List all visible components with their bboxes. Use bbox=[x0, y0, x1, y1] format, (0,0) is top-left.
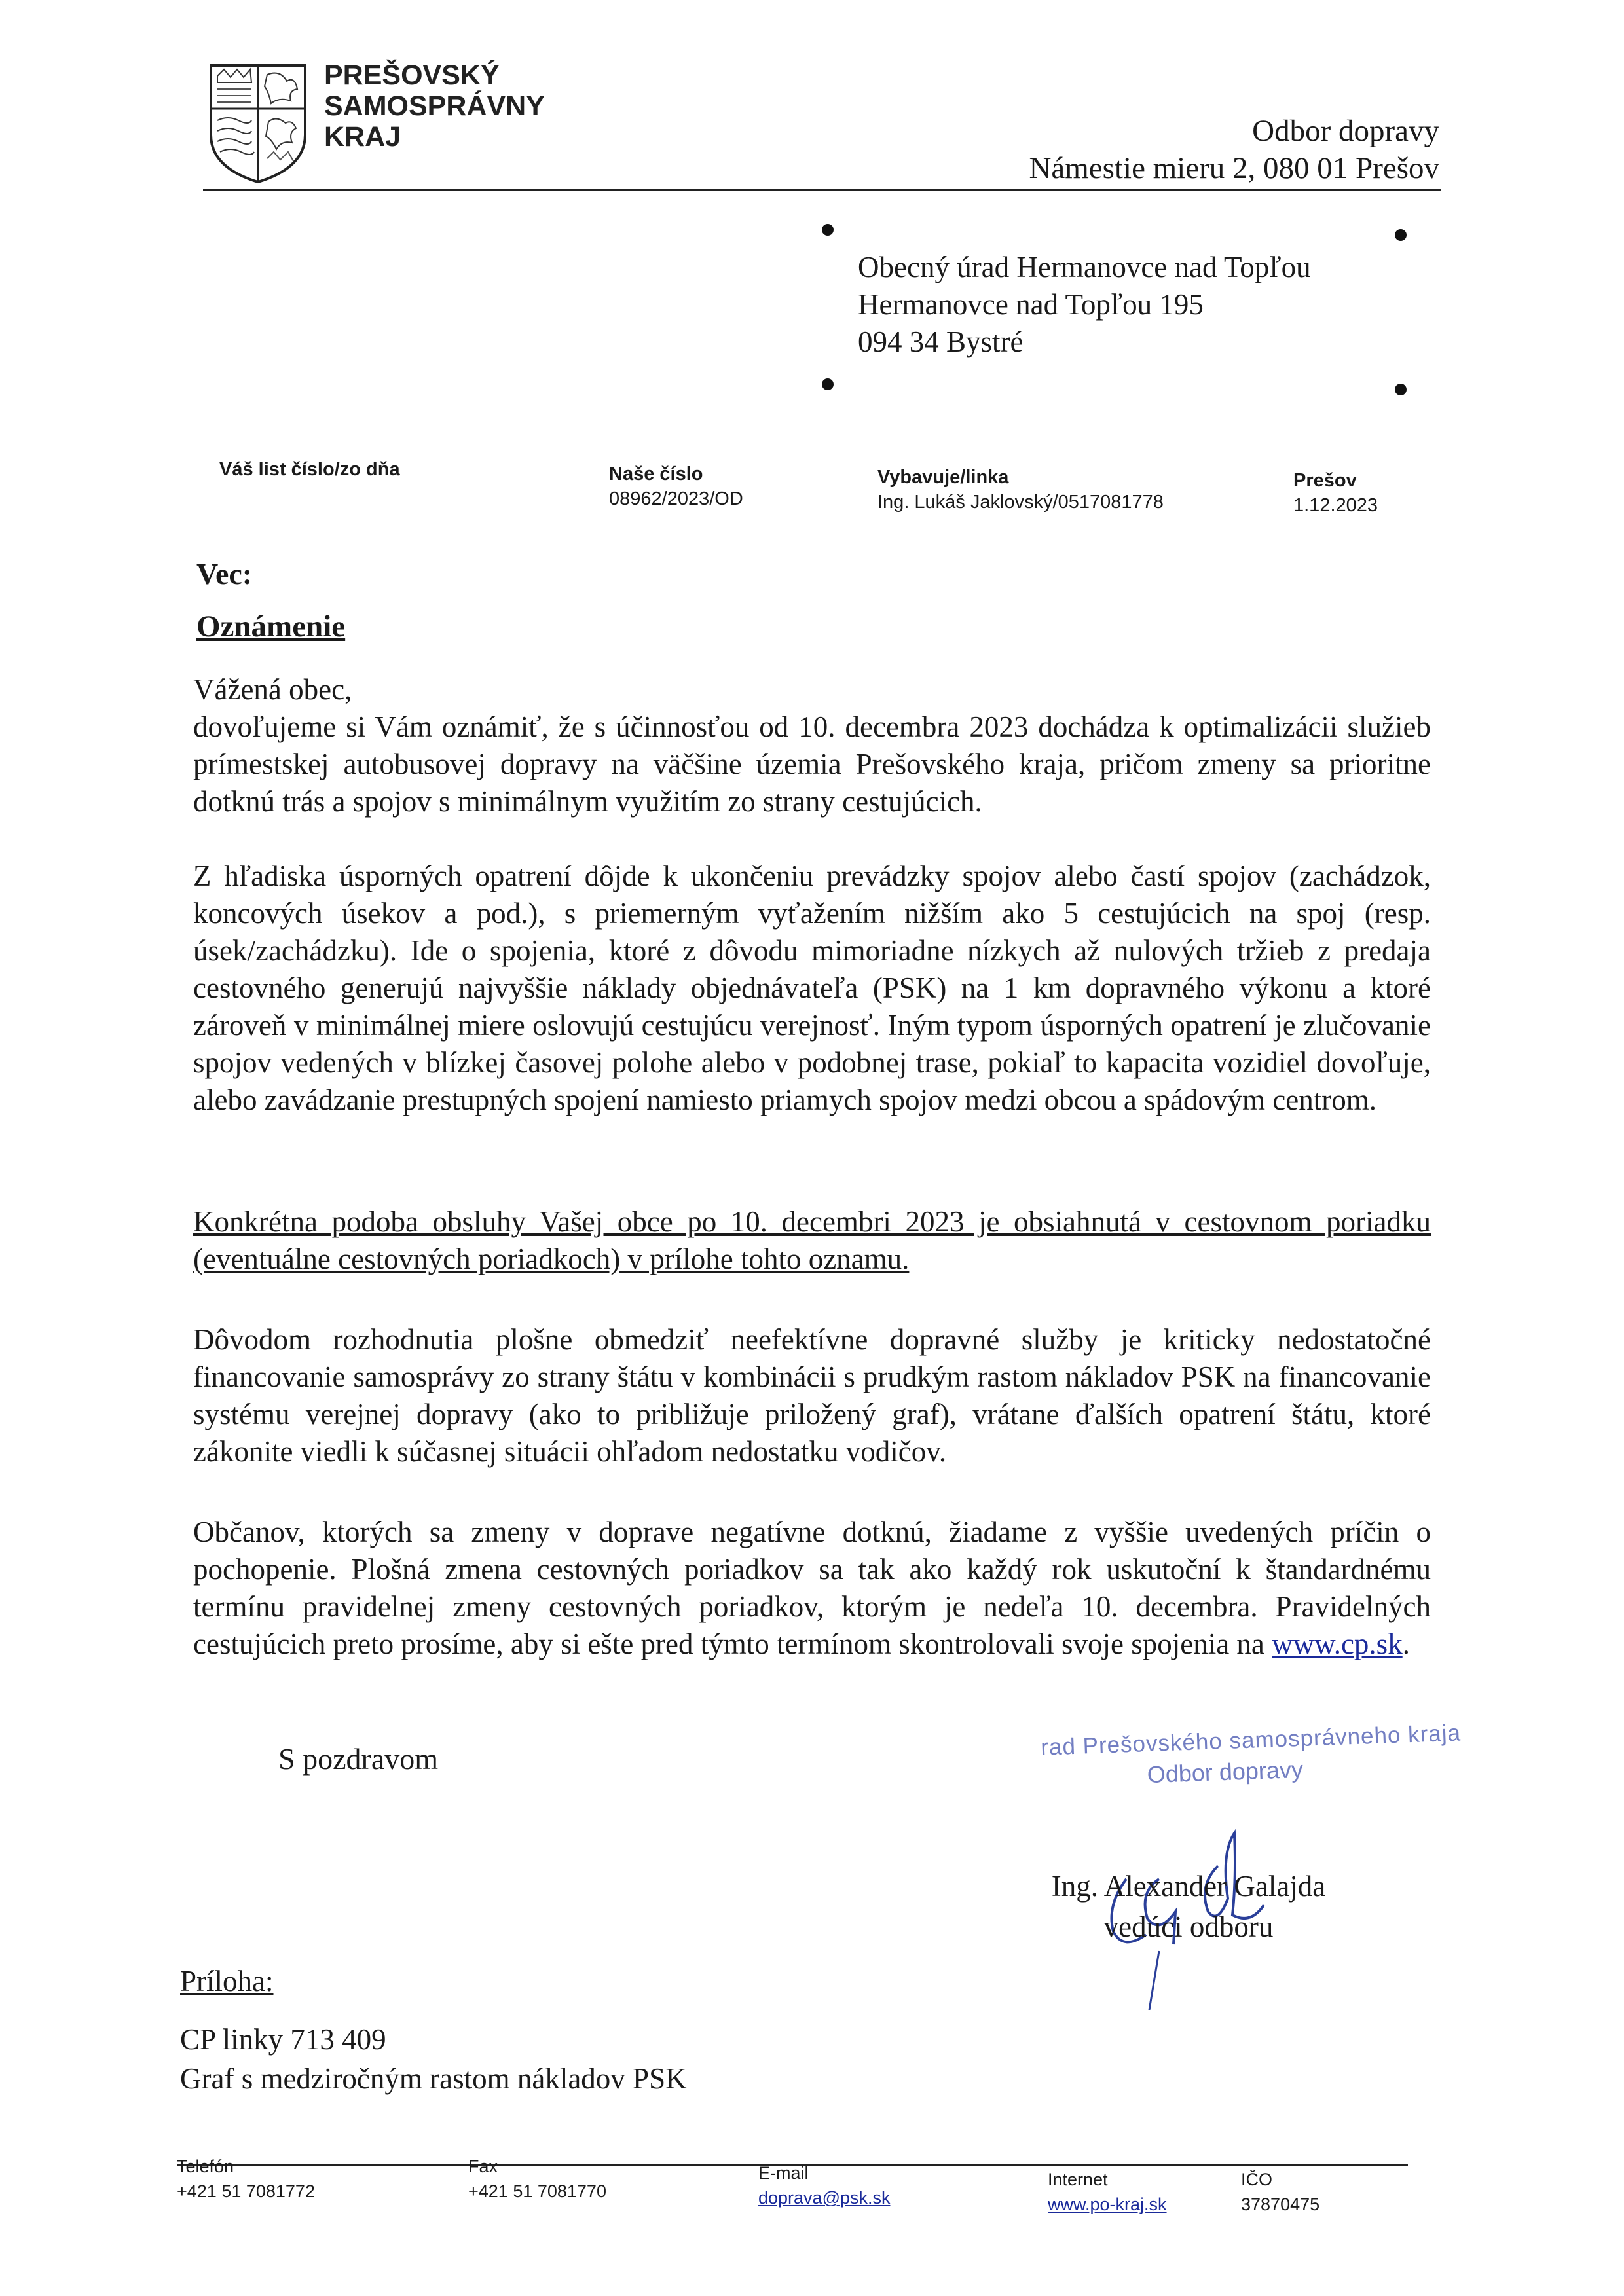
coat-of-arms-logo bbox=[208, 63, 308, 185]
signer-title: vedúci odboru bbox=[1103, 1910, 1274, 1943]
footer-value: +421 51 7081770 bbox=[468, 2181, 606, 2201]
ref-your-letter bbox=[219, 457, 400, 482]
ref-label: Naše číslo bbox=[609, 464, 703, 484]
ref-label: Vybavuje/linka bbox=[877, 467, 1009, 488]
recipient-line: 094 34 Bystré bbox=[858, 325, 1024, 358]
attachments-list bbox=[180, 2020, 687, 2098]
footer-fax bbox=[468, 2154, 606, 2204]
signer-name: Ing. Alexander Galajda bbox=[1051, 1870, 1326, 1903]
footer-ico bbox=[1241, 2167, 1320, 2217]
footer-email bbox=[758, 2160, 891, 2210]
ref-our-number bbox=[609, 462, 743, 511]
footer-label: Fax bbox=[468, 2157, 498, 2176]
header-divider bbox=[203, 189, 1441, 191]
subject-title: Oznámenie bbox=[196, 610, 346, 644]
attachment-item: Graf s medziročným rastom nákladov PSK bbox=[180, 2062, 687, 2095]
attachments-label: Príloha: bbox=[180, 1965, 274, 1997]
ref-handled-by bbox=[877, 465, 1164, 515]
signer-block bbox=[1035, 1866, 1342, 1947]
window-mark bbox=[1395, 384, 1407, 395]
body-paragraph-3: Konkrétna podoba obsluhy Vašej obce po 10. decembri 2023 je obsiahnutá v cestovnom poriadku (eventuálne cestovných poriadkoch) v prílohe tohto oznamu. bbox=[193, 1205, 1431, 1275]
window-mark bbox=[1395, 229, 1407, 241]
body-paragraph-2: Z hľadiska úsporných opatrení dôjde k ukončeniu prevádzky spojov alebo častí spojov (zachádzok, koncových úsekov a pod.), s priemerným vyťažením nižším ako 5 cestujúcich na spoj (resp. úsek/zachádzku). Ide o spojenia, ktoré z dôvodu mimoriadne nízkych až nulových tržieb z predaja cestovného generujú najvyššie náklady objednávateľa (PSK) na 1 km dopravného výkonu a ktoré zároveň v minimálnej miere oslovujú cestujúcu verejnosť. Iným typom úsporných opatrení je zlučovanie spojov vedených v blízkej časovej polohe alebo v podobnej trase, pokiaľ to kapacita vozidiel dovoľuje, alebo zavádzanie prestupných spojení namiesto priamych spojov medzi obcou a spádovým centrom. bbox=[193, 860, 1431, 1116]
ref-value: 1.12.2023 bbox=[1293, 495, 1378, 516]
footer-internet bbox=[1048, 2167, 1167, 2217]
stamp-line: Odbor dopravy bbox=[1147, 1755, 1304, 1789]
footer-label: IČO bbox=[1241, 2170, 1273, 2189]
office-stamp bbox=[1040, 1720, 1462, 1792]
footer-label: Telefón bbox=[177, 2157, 234, 2176]
body-paragraph-4: Dôvodom rozhodnutia plošne obmedziť neefektívne dopravné služby je kriticky nedostatočné financovanie samosprávy zo strany štátu v kombinácii s prudkým rastom nákladov PSK na financovanie systému verejnej dopravy (ako to približuje priložený graf), vrátane ďalších opatrení štátu, ktoré zákonite viedli k súčasnej situácii ohľadom nedostatku vodičov. bbox=[193, 1323, 1431, 1468]
sender-department bbox=[1029, 113, 1439, 187]
footer-value: +421 51 7081772 bbox=[177, 2181, 315, 2201]
attachment-item: CP linky 713 409 bbox=[180, 2023, 386, 2056]
body-paragraph-1: dovoľujeme si Vám oznámiť, že s účinnosťou od 10. decembra 2023 dochádza k optimalizácii služieb prímestskej autobusovej dopravy na väčšine územia Prešovského kraja, pričom zmeny sa prioritne dotknú trás a spojov s minimálnym využitím zo strany cestujúcich. bbox=[193, 710, 1431, 818]
window-mark bbox=[822, 224, 834, 236]
body-paragraph-5-text: Občanov, ktorých sa zmeny v doprave negatívne dotknú, žiadame z vyššie uvedených príčin o pochopenie. Plošná zmena cestovných poriadkov sa tak ako každý rok uskutoční k štandardnému termínu pravidelnej zmeny cestovných poriadkov, ktorým je nedeľa 10. decembra. Pravidelných cestujúcich preto prosíme, aby si ešte pred týmto termínom skontrolovali svoje spojenia na bbox=[193, 1516, 1431, 1660]
ref-value: 08962/2023/OD bbox=[609, 488, 743, 509]
recipient-line: Hermanovce nad Topľou 195 bbox=[858, 288, 1204, 321]
footer-value: 37870475 bbox=[1241, 2195, 1320, 2214]
org-name-line: PREŠOVSKÝ bbox=[324, 60, 500, 91]
cp-sk-link[interactable]: www.cp.sk bbox=[1272, 1628, 1403, 1660]
department-address: Námestie mieru 2, 080 01 Prešov bbox=[1029, 151, 1439, 185]
ref-place-date bbox=[1293, 468, 1378, 518]
department-name: Odbor dopravy bbox=[1252, 114, 1439, 148]
recipient-address bbox=[858, 249, 1311, 361]
body-paragraph-5-end: . bbox=[1402, 1628, 1410, 1660]
footer-label: Internet bbox=[1048, 2170, 1108, 2189]
ref-value: Ing. Lukáš Jaklovský/0517081778 bbox=[877, 492, 1164, 513]
footer-label: E-mail bbox=[758, 2163, 809, 2183]
org-name bbox=[324, 60, 545, 153]
closing-greeting: S pozdravom bbox=[278, 1742, 439, 1776]
window-mark bbox=[822, 378, 834, 390]
subject-label: Vec: bbox=[196, 557, 253, 591]
footer-phone bbox=[177, 2154, 315, 2204]
footer-website-link[interactable]: www.po-kraj.sk bbox=[1048, 2195, 1167, 2214]
org-name-line: SAMOSPRÁVNY bbox=[324, 90, 545, 122]
stamp-line: rad Prešovského samosprávneho kraja bbox=[1040, 1720, 1462, 1760]
recipient-line: Obecný úrad Hermanovce nad Topľou bbox=[858, 251, 1311, 283]
org-name-line: KRAJ bbox=[324, 121, 401, 153]
body-paragraph-5 bbox=[193, 1514, 1431, 1663]
footer-email-link[interactable]: doprava@psk.sk bbox=[758, 2188, 891, 2208]
ref-label: Váš list číslo/zo dňa bbox=[219, 459, 400, 480]
ref-label: Prešov bbox=[1293, 470, 1357, 491]
salutation: Vážená obec, bbox=[193, 673, 352, 706]
